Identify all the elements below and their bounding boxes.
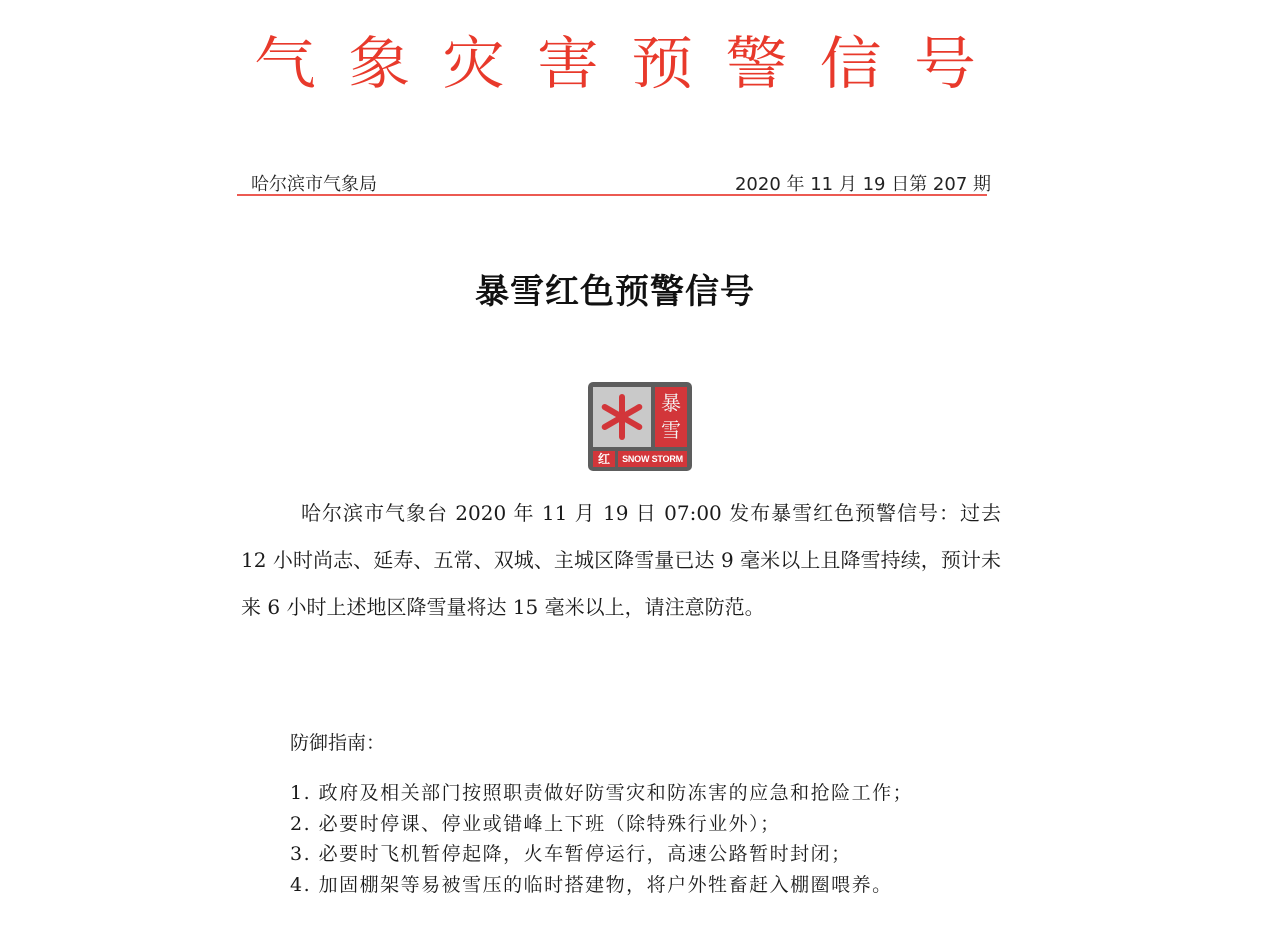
guide-item: 1. 政府及相关部门按照职责做好防雪灾和防冻害的应急和抢险工作； [290,782,914,804]
snowflake-panel [593,387,651,447]
badge-name-line2: 雪 [661,418,681,442]
masthead-char: 警 [725,29,788,97]
guide-list [290,778,1010,900]
badge-level: 红 [593,451,615,467]
guide-title: 防御指南： [290,732,386,754]
masthead-char: 象 [348,29,411,97]
masthead-char: 气 [253,29,316,97]
issue-bar [237,166,991,196]
masthead-char: 号 [913,29,976,97]
guide-item: 2. 必要时停课、停业或错峰上下班（除特殊行业外）； [290,812,781,835]
guide-item: 3. 必要时飞机暂停起降，火车暂停运行，高速公路暂时封闭； [290,843,852,865]
badge-name-line1: 暴 [661,391,681,415]
badge-english-name: SNOW STORM [618,451,687,467]
defense-guide [290,728,1010,900]
masthead-char: 预 [631,29,694,97]
masthead-char: 信 [819,29,882,97]
guide-item: 4. 加固棚架等易被雪压的临时搭建物，将户外牲畜赶入棚圈喂养。 [290,873,893,896]
issuing-organization: 哈尔滨市气象局 [251,174,377,195]
masthead-title [240,18,990,98]
masthead-char: 害 [536,29,599,97]
document-title: 暴雪红色预警信号 [475,272,755,312]
badge-name-box [655,387,687,447]
announcement-paragraph: 哈尔滨市气象台 2020 年 11 月 19 日 07:00 发布暴雪红色预警信号：过去 12 小时尚志、延寿、五常、双城、主城区降雪量已达 9 毫米以上且降雪持续，预计未来 6 小时上述地区降雪量将达 15 毫米以上，请注意防范。 [241,501,1001,619]
masthead-char: 灾 [442,29,505,97]
issue-date: 2020 年 11 月 19 日第 207 期 [734,174,991,195]
snowstorm-red-warning-badge [588,382,692,471]
snowflake-asterisk-icon [597,392,647,442]
